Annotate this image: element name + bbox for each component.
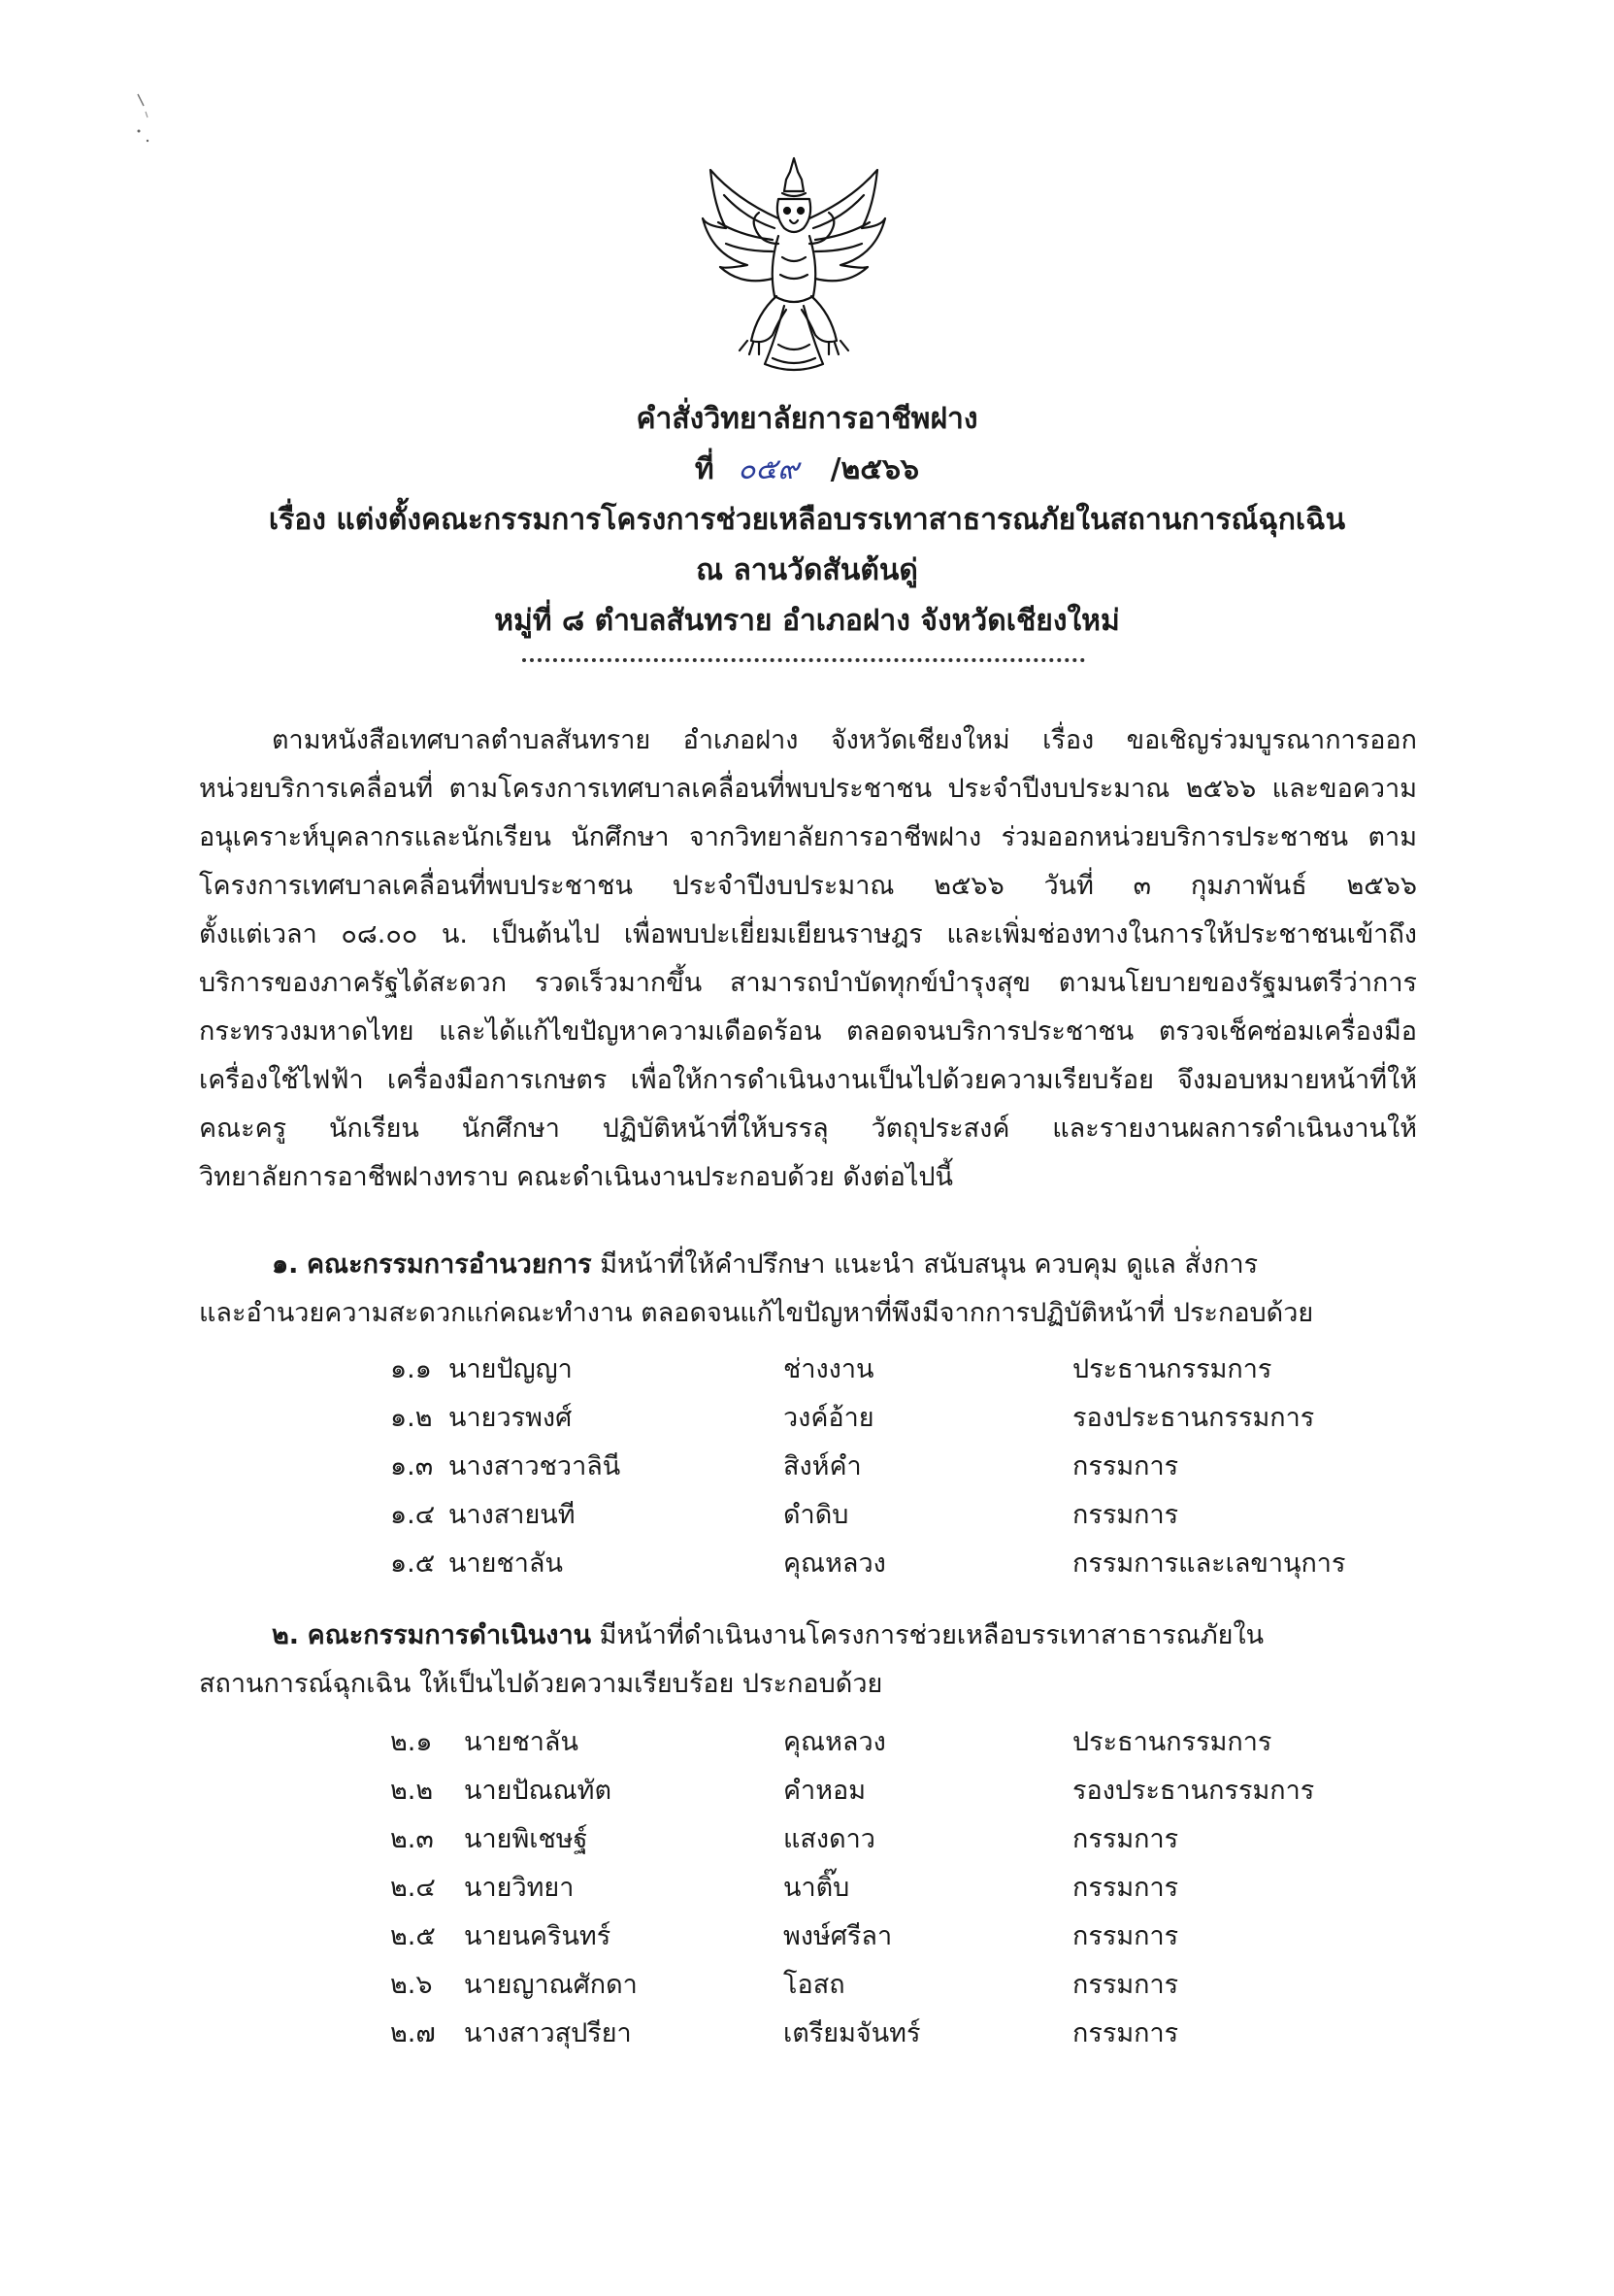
member-first-name: นางสาวชวาลินี (448, 1451, 621, 1481)
member-first-name: นายวิทยา (464, 1873, 575, 1903)
intro-line: บริการของภาครัฐได้สะดวก รวดเร็วมากขึ้น สามารถบำบัดทุกข์บำรุงสุข ตามนโยบายของรัฐมนตรีว่าการ (199, 968, 1417, 998)
member-role: กรรมการ (1072, 2018, 1179, 2048)
member-first-name: นายปัณณทัต (464, 1776, 612, 1806)
member-role: กรรมการ (1072, 1824, 1179, 1854)
section-1-number: ๑. (272, 1249, 299, 1280)
section-2-number: ๒. (272, 1620, 300, 1650)
member-first-name: นายพิเชษฐ์ (464, 1824, 588, 1854)
member-no: ๒.๓ (390, 1824, 434, 1854)
member-role: กรรมการ (1072, 1873, 1179, 1903)
member-first-name: นายปัญญา (448, 1354, 573, 1384)
member-no: ๑.๕ (390, 1548, 436, 1579)
section-1-desc-1: มีหน้าที่ให้คำปรึกษา แนะนำ สนับสนุน ควบคุม ดูแล สั่งการ (600, 1249, 1259, 1280)
intro-line: โครงการเทศบาลเคลื่อนที่พบประชาชน ประจำปีงบประมาณ ๒๕๖๖ วันที่ ๓ กุมภาพันธ์ ๒๕๖๖ (199, 871, 1417, 901)
intro-line: หน่วยบริการเคลื่อนที่ ตามโครงการเทศบาลเคลื่อนที่พบประชาชน ประจำปีงบประมาณ ๒๕๖๖ และขอความ (199, 774, 1417, 804)
intro-line: ตั้งแต่เวลา ๐๘.๐๐ น. เป็นต้นไป เพื่อพบปะเยี่ยมเยียนราษฎร และเพิ่มช่องทางในการให้ประชาชนเข้าถึง (199, 919, 1417, 949)
member-role: กรรมการ (1072, 1921, 1179, 1951)
intro-line: วิทยาลัยการอาชีพฝางทราบ คณะดำเนินงานประกอบด้วย ดังต่อไปนี้ (199, 1162, 954, 1192)
member-no: ๑.๑ (390, 1354, 432, 1384)
member-last-name: คุณหลวง (783, 1548, 886, 1579)
member-last-name: สิงห์คำ (783, 1451, 862, 1481)
section-1-heading: คณะกรรมการอำนวยการ (307, 1249, 592, 1280)
subject-line-2: ณ ลานวัดสันต้นดู่ (696, 553, 918, 587)
section-1-description (199, 1241, 1417, 1338)
order-number-prefix: ที่ (694, 452, 714, 486)
member-last-name: เตรียมจันทร์ (783, 2018, 921, 2048)
member-first-name: นายนครินทร์ (464, 1921, 611, 1951)
member-role: กรรมการ (1072, 1970, 1179, 2000)
section-1-line-1 (199, 1241, 1417, 1289)
order-title: คำสั่งวิทยาลัยการอาชีพฝาง (636, 402, 978, 436)
member-first-name: นายชาลัน (448, 1548, 563, 1579)
order-number-line (0, 447, 1614, 492)
member-role: กรรมการ (1072, 1451, 1179, 1481)
member-no: ๒.๗ (390, 2018, 436, 2048)
member-first-name: นายชาลัน (464, 1727, 578, 1757)
member-first-name: นายญาณศักดา (464, 1970, 638, 2000)
member-last-name: ดำดิบ (783, 1500, 849, 1530)
member-last-name: วงค์อ้าย (783, 1403, 874, 1433)
intro-line: กระทรวงมหาดไทย และได้แก้ไขปัญหาความเดือดร้อน ตลอดจนบริการประชาชน ตรวจเช็คซ่อมเครื่องมือ (199, 1016, 1417, 1047)
member-role: ประธานกรรมการ (1072, 1354, 1272, 1384)
section-2-line-1 (199, 1612, 1417, 1660)
intro-paragraph (199, 716, 1417, 1202)
member-last-name: โอสถ (783, 1970, 845, 2000)
member-role: รองประธานกรรมการ (1072, 1776, 1315, 1806)
member-first-name: นางสายนที (448, 1500, 576, 1530)
member-role: ประธานกรรมการ (1072, 1727, 1272, 1757)
member-last-name: ช่างงาน (783, 1354, 874, 1384)
member-no: ๒.๔ (390, 1873, 436, 1903)
section-1-desc-2: และอำนวยความสะดวกแก่คณะทำงาน ตลอดจนแก้ไขปัญหาที่พึงมีจากการปฏิบัติหน้าที่ ประกอบด้วย (199, 1298, 1314, 1328)
intro-line: คณะครู นักเรียน นักศึกษา ปฏิบัติหน้าที่ให้บรรลุ วัตถุประสงค์ และรายงานผลการดำเนินงานให้ (199, 1114, 1417, 1144)
section-2-desc-2: สถานการณ์ฉุกเฉิน ให้เป็นไปด้วยความเรียบร้อย ประกอบด้วย (199, 1669, 883, 1699)
member-no: ๑.๔ (390, 1500, 436, 1530)
subject-line-1: เรื่อง แต่งตั้งคณะกรรมการโครงการช่วยเหลือบรรเทาสาธารณภัยในสถานการณ์ฉุกเฉิน (268, 503, 1346, 537)
member-last-name: พงษ์ศรีลา (783, 1921, 893, 1951)
member-last-name: คำหอม (783, 1776, 867, 1806)
intro-line: เครื่องใช้ไฟฟ้า เครื่องมือการเกษตร เพื่อให้การดำเนินงานเป็นไปด้วยความเรียบร้อย จึงมอบหมายหน้าที่ให้ (199, 1065, 1417, 1095)
section-2-desc-1: มีหน้าที่ดำเนินงานโครงการช่วยเหลือบรรเทาสาธารณภัยใน (599, 1620, 1265, 1650)
subject-line-3: หมู่ที่ ๘ ตำบลสันทราย อำเภอฝาง จังหวัดเชียงใหม่ (494, 604, 1120, 638)
member-no: ๒.๒ (390, 1776, 434, 1806)
member-no: ๒.๑ (390, 1727, 433, 1757)
order-number-handwritten: ๐๕๙ (738, 452, 800, 486)
member-role: กรรมการ (1072, 1500, 1179, 1530)
scan-mark (136, 92, 155, 150)
member-no: ๑.๒ (390, 1403, 433, 1433)
member-role: รองประธานกรรมการ (1072, 1403, 1315, 1433)
section-2-description (199, 1612, 1417, 1709)
section-2-heading: คณะกรรมการดำเนินงาน (307, 1620, 592, 1650)
member-last-name: คุณหลวง (783, 1727, 886, 1757)
member-first-name: นายวรพงศ์ (448, 1403, 573, 1433)
intro-line: ตามหนังสือเทศบาลตำบลสันทราย อำเภอฝาง จังหวัดเชียงใหม่ เรื่อง ขอเชิญร่วมบูรณาการออก (272, 725, 1417, 755)
member-first-name: นางสาวสุปรียา (464, 2018, 632, 2048)
member-no: ๒.๖ (390, 1970, 433, 2000)
title-divider (522, 658, 1085, 662)
garuda-emblem-icon (697, 150, 891, 379)
member-last-name: นาติ๊บ (783, 1873, 850, 1903)
order-year: /๒๕๖๖ (830, 452, 920, 486)
member-last-name: แสงดาว (783, 1824, 875, 1854)
intro-line: อนุเคราะห์บุคลากรและนักเรียน นักศึกษา จากวิทยาลัยการอาชีพฝาง ร่วมออกหน่วยบริการประชาชน ตาม (199, 822, 1417, 852)
member-no: ๑.๓ (390, 1451, 434, 1481)
member-no: ๒.๕ (390, 1921, 436, 1951)
member-role: กรรมการและเลขานุการ (1072, 1548, 1346, 1579)
